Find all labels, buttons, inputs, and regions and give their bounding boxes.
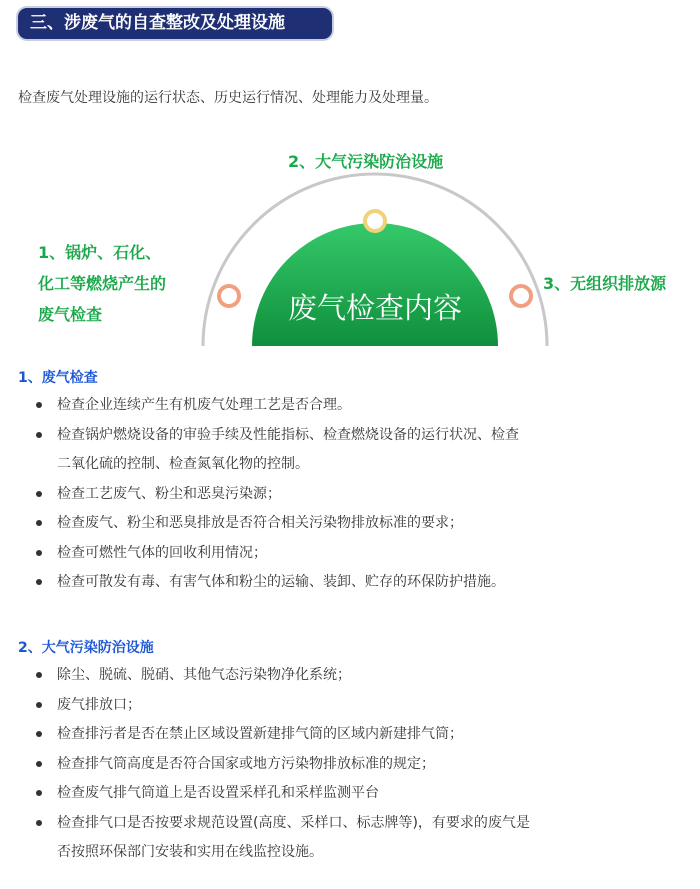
list-item	[0, 661, 680, 691]
intro-text: 检查废气处理设施的运行状态、历史运行情况、处理能力及处理量。	[18, 90, 438, 106]
list-item	[0, 509, 680, 539]
bullet-icon	[36, 550, 42, 556]
list-item	[0, 480, 680, 510]
list-item	[0, 720, 680, 750]
bullet-icon	[36, 491, 42, 497]
list-item-text: 二氧化硫的控制、检查氮氧化物的控制。	[57, 456, 309, 472]
diagram-label-left	[38, 237, 166, 330]
list-item-text: 检查排污者是否在禁止区域设置新建排气筒的区域内新建排气筒；	[57, 726, 463, 742]
diagram-label-right: 3、无组织排放源	[543, 274, 667, 293]
list-item-text: 检查废气、粉尘和恶臭排放是否符合相关污染物排放标准的要求；	[57, 515, 463, 531]
list-item-text: 检查可散发有毒、有害气体和粉尘的运输、装卸、贮存的环保防护措施。	[57, 574, 505, 590]
list-item-text: 检查排气筒高度是否符合国家或地方污染物排放标准的规定；	[57, 755, 435, 772]
section1-list	[0, 391, 680, 598]
list-item-text: 检查工艺废气、粉尘和恶臭污染源；	[57, 485, 281, 502]
bullet-icon	[36, 820, 42, 826]
waste-gas-diagram	[0, 140, 700, 350]
bullet-icon	[36, 702, 42, 708]
top-dot	[365, 211, 385, 231]
list-item	[0, 539, 680, 569]
list-item-text: 废气排放口；	[57, 696, 141, 713]
bullet-icon	[36, 402, 42, 408]
bullet-icon	[36, 432, 42, 438]
diagram-center-label: 废气检查内容	[287, 291, 463, 325]
list-item-text: 检查锅炉燃烧设备的审验手续及性能指标、检查燃烧设备的运行状况、检查	[57, 426, 519, 443]
bullet-icon	[36, 579, 42, 585]
list-item	[0, 568, 680, 598]
list-item-text: 检查排气口是否按要求规范设置(高度、采样口、标志牌等)，有要求的废气是	[57, 814, 530, 831]
list-item-text: 检查可燃性气体的回收利用情况；	[57, 544, 267, 561]
section-heading: 三、涉废气的自查整改及处理设施	[18, 8, 332, 39]
bullet-icon	[36, 790, 42, 796]
left-dot	[219, 286, 239, 306]
right-dot	[511, 286, 531, 306]
diagram-label-left-line: 化工等燃烧产生的	[38, 274, 167, 293]
diagram-label-left-line: 废气检查	[38, 305, 103, 324]
green-dome	[252, 223, 498, 346]
diagram-label-top: 2、大气污染防治设施	[288, 152, 444, 171]
bullet-icon	[36, 731, 42, 737]
list-item	[0, 779, 680, 809]
diagram-label-left-line: 1、锅炉、石化、	[38, 243, 162, 262]
list-item-text: 除尘、脱硫、脱硝、其他气态污染物净化系统；	[57, 667, 351, 683]
list-item-text: 否按照环保部门安装和实用在线监控设施。	[57, 844, 323, 860]
list-item	[0, 809, 680, 868]
list-item	[0, 421, 680, 480]
list-item	[0, 750, 680, 780]
list-item	[0, 391, 680, 421]
bullet-icon	[36, 761, 42, 767]
list-item	[0, 691, 680, 721]
bullet-icon	[36, 672, 42, 678]
section2-title: 2、大气污染防治设施	[18, 640, 154, 656]
section2-list	[0, 661, 680, 868]
list-item-text: 检查企业连续产生有机废气处理工艺是否合理。	[57, 397, 351, 413]
list-item-text: 检查废气排气筒道上是否设置采样孔和采样监测平台	[57, 785, 379, 801]
section1-title: 1、废气检查	[18, 370, 98, 386]
bullet-icon	[36, 520, 42, 526]
